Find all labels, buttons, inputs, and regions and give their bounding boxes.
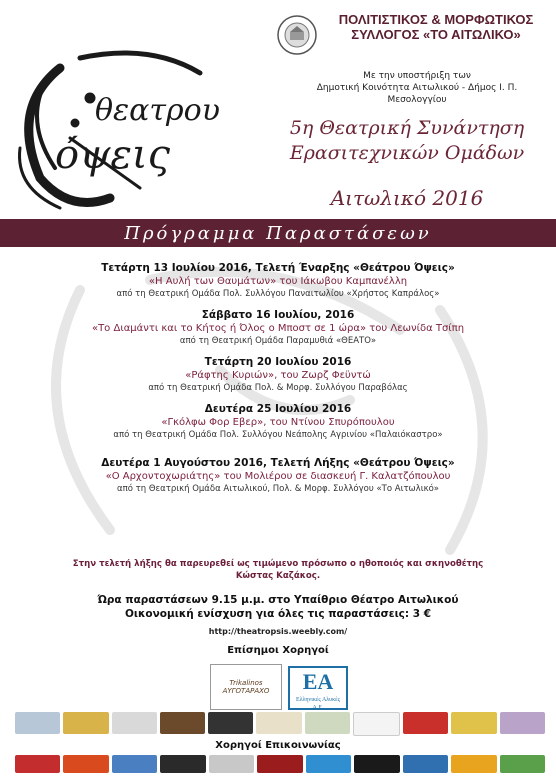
media-logo	[354, 755, 399, 773]
program-list	[0, 262, 556, 504]
program-group: από τη Θεατρική Ομάδα Πολ. Συλλόγου Νεάπολης Αγρινίου «Παλαιόκαστρο»	[113, 430, 443, 440]
media-logo	[15, 755, 60, 773]
support-line1: Με την υποστήριξη των	[363, 71, 471, 81]
sponsor-logo-strip	[15, 712, 545, 734]
program-item	[0, 262, 556, 300]
sponsor-logo	[305, 712, 350, 734]
note-line2: Κώστας Καζάκος.	[235, 571, 321, 581]
media-logo	[500, 755, 545, 773]
trikalinos-label: Trikalinos ΑΥΓΟΤΑΡΑΧΟ	[222, 679, 270, 695]
program-play: «Ράφτης Κυριών», του Ζωρζ Φεϋντώ	[185, 370, 371, 381]
program-group: από τη Θεατρική Ομάδα Πολ. & Μορφ. Συλλόγου Παραβόλας	[148, 383, 408, 393]
organization-name	[325, 12, 547, 42]
showtime-info	[0, 593, 556, 621]
event-line2: Ερασιτεχνικών Ομάδων	[289, 142, 525, 164]
program-item	[0, 403, 556, 441]
banner-title: Πρόγραμμα Παραστάσεων	[124, 222, 432, 244]
program-group: από τη Θεατρική Ομάδα Παραμυθιά «ΘΕΑΤΟ»	[179, 336, 377, 346]
sponsor-logo	[112, 712, 157, 734]
program-group: από τη Θεατρική Ομάδα Αιτωλικού, Πολ. & Μορφ. Συλλόγου «Το Αιτωλικό»	[116, 484, 439, 494]
closing-note	[0, 558, 556, 582]
media-logo	[112, 755, 157, 773]
sponsor-logo	[63, 712, 108, 734]
support-text	[288, 70, 546, 106]
program-date: Τετάρτη 20 Ιουλίου 2016	[204, 356, 352, 368]
salt-company-logo	[288, 666, 348, 710]
sponsor-logo	[160, 712, 205, 734]
org-line1: ΠΟΛΙΤΙΣΤΙΚΟΣ & ΜΟΡΦΩΤΙΚΟΣ	[338, 12, 534, 27]
media-logo	[209, 755, 254, 773]
program-item	[0, 457, 556, 495]
sponsor-logo	[500, 712, 545, 734]
program-play: «Γκόλφω Φορ Εβερ», του Ντίνου Σπυρόπουλου	[161, 417, 395, 428]
event-year: Αιτωλικό 2016	[330, 186, 484, 210]
program-group: από τη Θεατρική Ομάδα Πολ. Συλλόγου Παναιτωλίου «Χρήστος Καπράλος»	[116, 289, 440, 299]
website-link[interactable]: http://theatropsis.weebly.com/	[208, 627, 348, 636]
salt-logo-label: ΕΑ	[302, 669, 334, 694]
salt-logo-caption: Ελληνικές Αλυκές Α.Ε.	[295, 697, 340, 711]
sponsor-logo	[353, 712, 400, 736]
sponsor-logo	[256, 712, 301, 734]
media-logo	[63, 755, 108, 773]
support-line2: Δημοτική Κοινότητα Αιτωλικού - Δήμος Ι. Π. Μεσολογγίου	[316, 83, 518, 105]
logo-line1: θεατρου	[95, 93, 220, 128]
theatre-logo	[0, 28, 265, 228]
org-line2: ΣΥΛΛΟΓΟΣ «ΤΟ ΑΙΤΩΛΙΚΟ»	[351, 27, 521, 42]
program-banner	[0, 219, 556, 247]
sponsor-logo	[15, 712, 60, 734]
media-sponsors-title: Χορηγοί Επικοινωνίας	[215, 740, 341, 751]
program-date: Δευτέρα 1 Αυγούστου 2016, Τελετή Λήξης «Θεάτρου Όψεις»	[101, 457, 455, 469]
hours-line1: Ώρα παραστάσεων 9.15 μ.μ. στο Υπαίθριο Θέατρο Αιτωλικού	[97, 594, 459, 606]
media-logo	[451, 755, 496, 773]
program-play: «Η Αυλή των Θαυμάτων» του Ιάκωβου Καμπανέλλη	[148, 276, 408, 287]
program-date: Τετάρτη 13 Ιουλίου 2016, Τελετή Έναρξης «Θεάτρου Όψεις»	[101, 262, 455, 274]
program-play: «Το Διαμάντι και το Κήτος ή Όλος ο Μποστ σε 1 ώρα» του Λεωνίδα Τσίπη	[91, 323, 465, 334]
program-item	[0, 309, 556, 347]
trikalinos-logo	[210, 664, 282, 710]
program-date: Δευτέρα 25 Ιουλίου 2016	[204, 403, 352, 415]
media-logo-strip	[15, 755, 545, 773]
organization-seal	[276, 14, 318, 56]
media-logo	[403, 755, 448, 773]
program-date: Σάββατο 16 Ιουλίου, 2016	[201, 309, 355, 321]
program-play: «Ο Αρχοντοχωριάτης» του Μολιέρου σε διασκευή Γ. Καλατζόπουλου	[105, 471, 451, 482]
hours-line2: Οικονομική ενίσχυση για όλες τις παραστάσεις: 3 €	[124, 608, 432, 620]
event-title	[262, 116, 552, 166]
media-logo	[257, 755, 302, 773]
sponsors-title: Επίσημοι Χορηγοί	[227, 645, 329, 656]
program-item	[0, 356, 556, 394]
sponsor-logo	[451, 712, 496, 734]
logo-line2: όψεις	[55, 132, 170, 178]
sponsor-logo	[403, 712, 448, 734]
event-line1: 5η Θεατρική Συνάντηση	[289, 117, 525, 139]
media-logo	[160, 755, 205, 773]
sponsor-logo	[208, 712, 253, 734]
note-line1: Στην τελετή λήξης θα παρευρεθεί ως τιμώμενο πρόσωπο ο ηθοποιός και σκηνοθέτης	[72, 559, 484, 569]
media-logo	[306, 755, 351, 773]
